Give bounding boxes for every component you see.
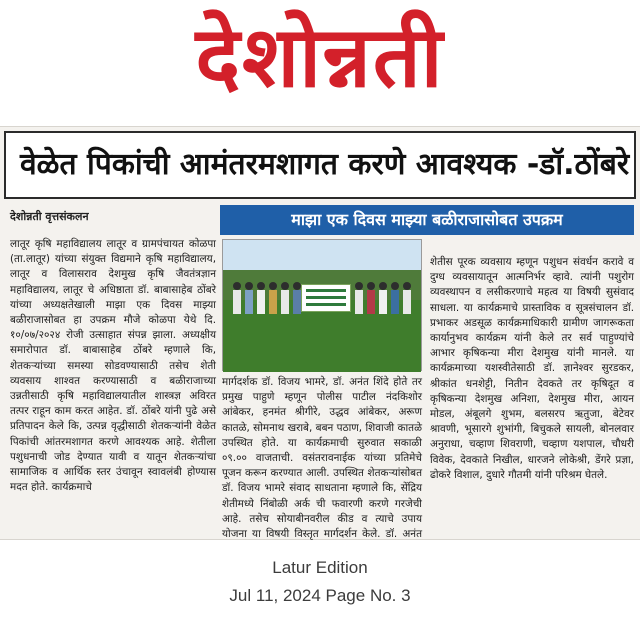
edition-label: Latur Edition [272,558,368,577]
newspaper-logo: देशोन्नती [195,8,445,106]
article-photo [222,239,422,371]
photo-banner [301,284,351,312]
article-byline: देशोन्नती वृत्तसंकलन [10,210,89,223]
date-page-label: Jul 11, 2024 Page No. 3 [229,586,411,605]
article-column-left: लातूर कृषि महाविद्यालय लातूर व ग्रामपंचायत कोळपा (ता.लातूर) यांच्या संयुक्त विद्यमाने कृषि महाविद्यालय, लातूर व विलासराव देशमुख कृषि जैवतंत्रज्ञान महाविद्यालय, लातूर चे अधिष्ठाता डॉ. बाबासाहेब ठोंबरे यांच्या अध्यक्षतेखाली माझा एक दिवस माझ्या बळीराजासोबत हा उपक्रम मौजे कोळपा येथे दि. १०/०७/२०२४ रोजी उत्साहात संपन्न झाला. अध्यक्षीय समारोपात डॉ. बाबासाहेब ठोंबरे म्हणाले कि, शेतकऱ्यांच्या समस्या सोडवण्यासाठी तसेच शेती व्यवसाय शाश्वत करण्यासाठी व बळीराजाच्या उन्नतीसाठी कृषि महाविद्यालयातील शास्त्रज्ञ अविरत तत्पर राहून काम करत आहेत. डॉ. ठोंबरे यांनी पुढे असे प्रतिपादन केले कि, उत्पन्न वृद्धीसाठी शेतकऱ्यांनी वेळेत पिकांची आंतरमशागत करणे आवश्यक आहे. शेतीला पशुधनाची जोड देण्यात यावी व यातून शेतकऱ्यांचा सामाजिक व आर्थिक स्तर उंचावून स्वावलंबी होण्यास मदत होते. कार्यक्रमाचे [10,238,216,494]
article-column-right: शेतीस पूरक व्यवसाय म्हणून पशुधन संवर्धन करावे व दुग्ध व्यवसायातून आत्मनिर्भर व्हावे. त्यांनी पशुरोग व्यवस्थापन व लसीकरणाचे महत्व या विषयी सुसंवाद साधला. या कार्यक्रमाचे प्रास्ताविक व सूत्रसंचालन डॉ. प्रभाकर अडसूळ कार्यक्रमाधिकारी ग्रामीण जागरूकता कार्यानुभव कार्यक्रम यांनी केले तर सर्व पाहुण्यांचे आभार कृषिकन्या मीरा देशमुख यांनी मानले. या कार्यक्रमाच्या यशस्वीतेसाठी डॉ. ज्ञानेश्वर सुरडकर, श्रीकांत धनशेट्टी, नितीन देवकते तर कृषिदूत व कृषिकन्या देशमुख अनिशा, देशमुख मीरा, आयन मोडल, अंबूलगे शुभम, बलसरप ऋतुजा, बेटेवर श्रावणी, भूसारगे शुभांगी, बिचुकले सायली, बोनलवार अनुराधा, चव्हाण शिवराणी, चव्हाण यशपाल, चौधरी विवेक, देवकाते निखील, धारजने लोकेश्री, डेंगरे प्रज्ञा, ढोकरे विशाल, दुधारे गौतमी यांनी परिश्रम घेतले. [430,256,634,481]
article-headline: वेळेत पिकांची आमंतरमशागत करणे आवश्यक -डॉ.ठोंबरे [4,131,636,199]
article-column-middle: मार्गदर्शक डॉ. विजय भामरे, डॉ. अनंत शिंदे होते तर प्रमुख पाहुणे म्हणून पोलीस पाटील नंदकिशोर आंबेकर, हनमंत श्रीगीरे, उद्धव आंबेकर, अरूण कातळे, सोमनाथ खराबे, बबन पठाण, शिवाजी कातळे उपस्थित होते. या कार्यक्रमाची सुरुवात सकाळी ०९.०० वाजताची. वसंतरावनाईक यांच्या प्रतिमेचे पूजन करून करण्यात आली. उपस्थित शेतकऱ्यांसोबत डॉ. विजय भामरे संवाद साधताना म्हणाले कि, सेंद्रिय शेतीमध्ये निंबोळी अर्क ची फवारणी करणे गरजेची आहे. तसेच सोयाबीनवरील कीड व त्याचे उपाय योजना या विषयी विस्तृत मार्गदर्शन केले. डॉ. अनंत [222,376,422,541]
page-footer [0,540,640,622]
news-clipping [0,126,640,540]
article-subhead: माझा एक दिवस माझ्या बळीराजासोबत उपक्रम [220,205,634,235]
masthead [0,0,640,118]
